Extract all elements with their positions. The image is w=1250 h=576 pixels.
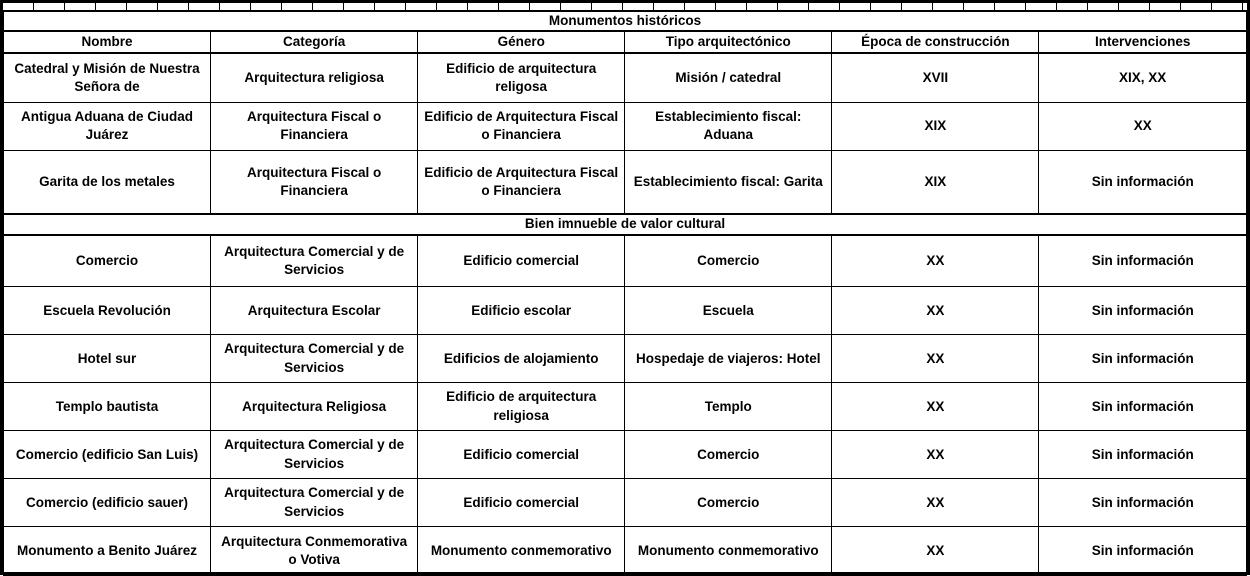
cell-tipo: Misión / catedral xyxy=(625,53,832,102)
table-row xyxy=(4,431,1247,479)
cell-genero: Edificio escolar xyxy=(418,287,625,335)
cell-intervenciones: Sin información xyxy=(1039,383,1247,431)
table-row xyxy=(4,479,1247,527)
table-row xyxy=(4,235,1247,287)
cell-intervenciones: Sin información xyxy=(1039,287,1247,335)
cell-epoca: XX xyxy=(832,235,1039,287)
column-header-genero: Género xyxy=(418,31,625,53)
cell-intervenciones: Sin información xyxy=(1039,150,1247,214)
cell-tipo: Establecimiento fiscal: Aduana xyxy=(625,102,832,150)
column-header-categoria: Categoría xyxy=(211,31,418,53)
cell-nombre: Comercio (edificio San Luis) xyxy=(4,431,211,479)
cell-epoca: XX xyxy=(832,383,1039,431)
cell-epoca: XIX xyxy=(832,150,1039,214)
cell-categoria: Arquitectura religiosa xyxy=(211,53,418,102)
cell-genero: Edificio comercial xyxy=(418,235,625,287)
cell-intervenciones: XX xyxy=(1039,102,1247,150)
cell-nombre: Antigua Aduana de Ciudad Juárez xyxy=(4,102,211,150)
cell-genero: Edificio de arquitectura religosa xyxy=(418,53,625,102)
cell-nombre: Hotel sur xyxy=(4,335,211,383)
cell-epoca: XX xyxy=(832,431,1039,479)
cell-genero: Edificio comercial xyxy=(418,431,625,479)
section-title: Monumentos históricos xyxy=(4,11,1247,31)
table-row xyxy=(4,335,1247,383)
cell-nombre: Comercio (edificio sauer) xyxy=(4,479,211,527)
spreadsheet-column-ticks xyxy=(3,3,1247,10)
cell-categoria: Arquitectura Escolar xyxy=(211,287,418,335)
cell-tipo: Establecimiento fiscal: Garita xyxy=(625,150,832,214)
cell-intervenciones: XIX, XX xyxy=(1039,53,1247,102)
cell-genero: Edificio de Arquitectura Fiscal o Financiera xyxy=(418,150,625,214)
column-header-tipo-arquitectonico: Tipo arquitectónico xyxy=(625,31,832,53)
cell-tipo: Escuela xyxy=(625,287,832,335)
table-row xyxy=(4,102,1247,150)
cell-intervenciones: Sin información xyxy=(1039,527,1247,576)
column-header-intervenciones: Intervenciones xyxy=(1039,31,1247,53)
table-row xyxy=(4,287,1247,335)
cell-nombre: Escuela Revolución xyxy=(4,287,211,335)
cell-genero: Edificio de arquitectura religiosa xyxy=(418,383,625,431)
column-header-nombre: Nombre xyxy=(4,31,211,53)
cell-categoria: Arquitectura Comercial y de Servicios xyxy=(211,235,418,287)
cell-epoca: XVII xyxy=(832,53,1039,102)
monuments-table xyxy=(3,10,1247,576)
cell-categoria: Arquitectura Comercial y de Servicios xyxy=(211,335,418,383)
table-row xyxy=(4,383,1247,431)
cell-tipo: Comercio xyxy=(625,235,832,287)
cell-genero: Edificio comercial xyxy=(418,479,625,527)
table-row xyxy=(4,527,1247,576)
cell-nombre: Comercio xyxy=(4,235,211,287)
table-row xyxy=(4,53,1247,102)
cell-categoria: Arquitectura Comercial y de Servicios xyxy=(211,431,418,479)
cell-epoca: XX xyxy=(832,527,1039,576)
cell-genero: Edificios de alojamiento xyxy=(418,335,625,383)
column-header-epoca-construccion: Época de construcción xyxy=(832,31,1039,53)
cell-tipo: Comercio xyxy=(625,431,832,479)
cell-tipo: Hospedaje de viajeros: Hotel xyxy=(625,335,832,383)
cell-categoria: Arquitectura Conmemorativa o Votiva xyxy=(211,527,418,576)
cell-categoria: Arquitectura Comercial y de Servicios xyxy=(211,479,418,527)
cell-categoria: Arquitectura Fiscal o Financiera xyxy=(211,150,418,214)
cell-intervenciones: Sin información xyxy=(1039,479,1247,527)
cell-intervenciones: Sin información xyxy=(1039,335,1247,383)
cell-epoca: XX xyxy=(832,287,1039,335)
column-header-row xyxy=(4,31,1247,53)
cell-genero: Edificio de Arquitectura Fiscal o Financiera xyxy=(418,102,625,150)
cell-categoria: Arquitectura Fiscal o Financiera xyxy=(211,102,418,150)
cell-nombre: Catedral y Misión de Nuestra Señora de xyxy=(4,53,211,102)
cell-tipo: Templo xyxy=(625,383,832,431)
cell-nombre: Templo bautista xyxy=(4,383,211,431)
cell-epoca: XIX xyxy=(832,102,1039,150)
cell-categoria: Arquitectura Religiosa xyxy=(211,383,418,431)
cell-tipo: Monumento conmemorativo xyxy=(625,527,832,576)
section-band-monumentos-historicos xyxy=(4,11,1247,31)
section-title: Bien imnueble de valor cultural xyxy=(4,214,1247,234)
cell-genero: Monumento conmemorativo xyxy=(418,527,625,576)
cell-nombre: Monumento a Benito Juárez xyxy=(4,527,211,576)
cell-epoca: XX xyxy=(832,479,1039,527)
cell-nombre: Garita de los metales xyxy=(4,150,211,214)
cell-intervenciones: Sin información xyxy=(1039,235,1247,287)
cell-intervenciones: Sin información xyxy=(1039,431,1247,479)
cell-epoca: XX xyxy=(832,335,1039,383)
section-band-bien-inmueble xyxy=(4,214,1247,234)
table-row xyxy=(4,150,1247,214)
cell-tipo: Comercio xyxy=(625,479,832,527)
